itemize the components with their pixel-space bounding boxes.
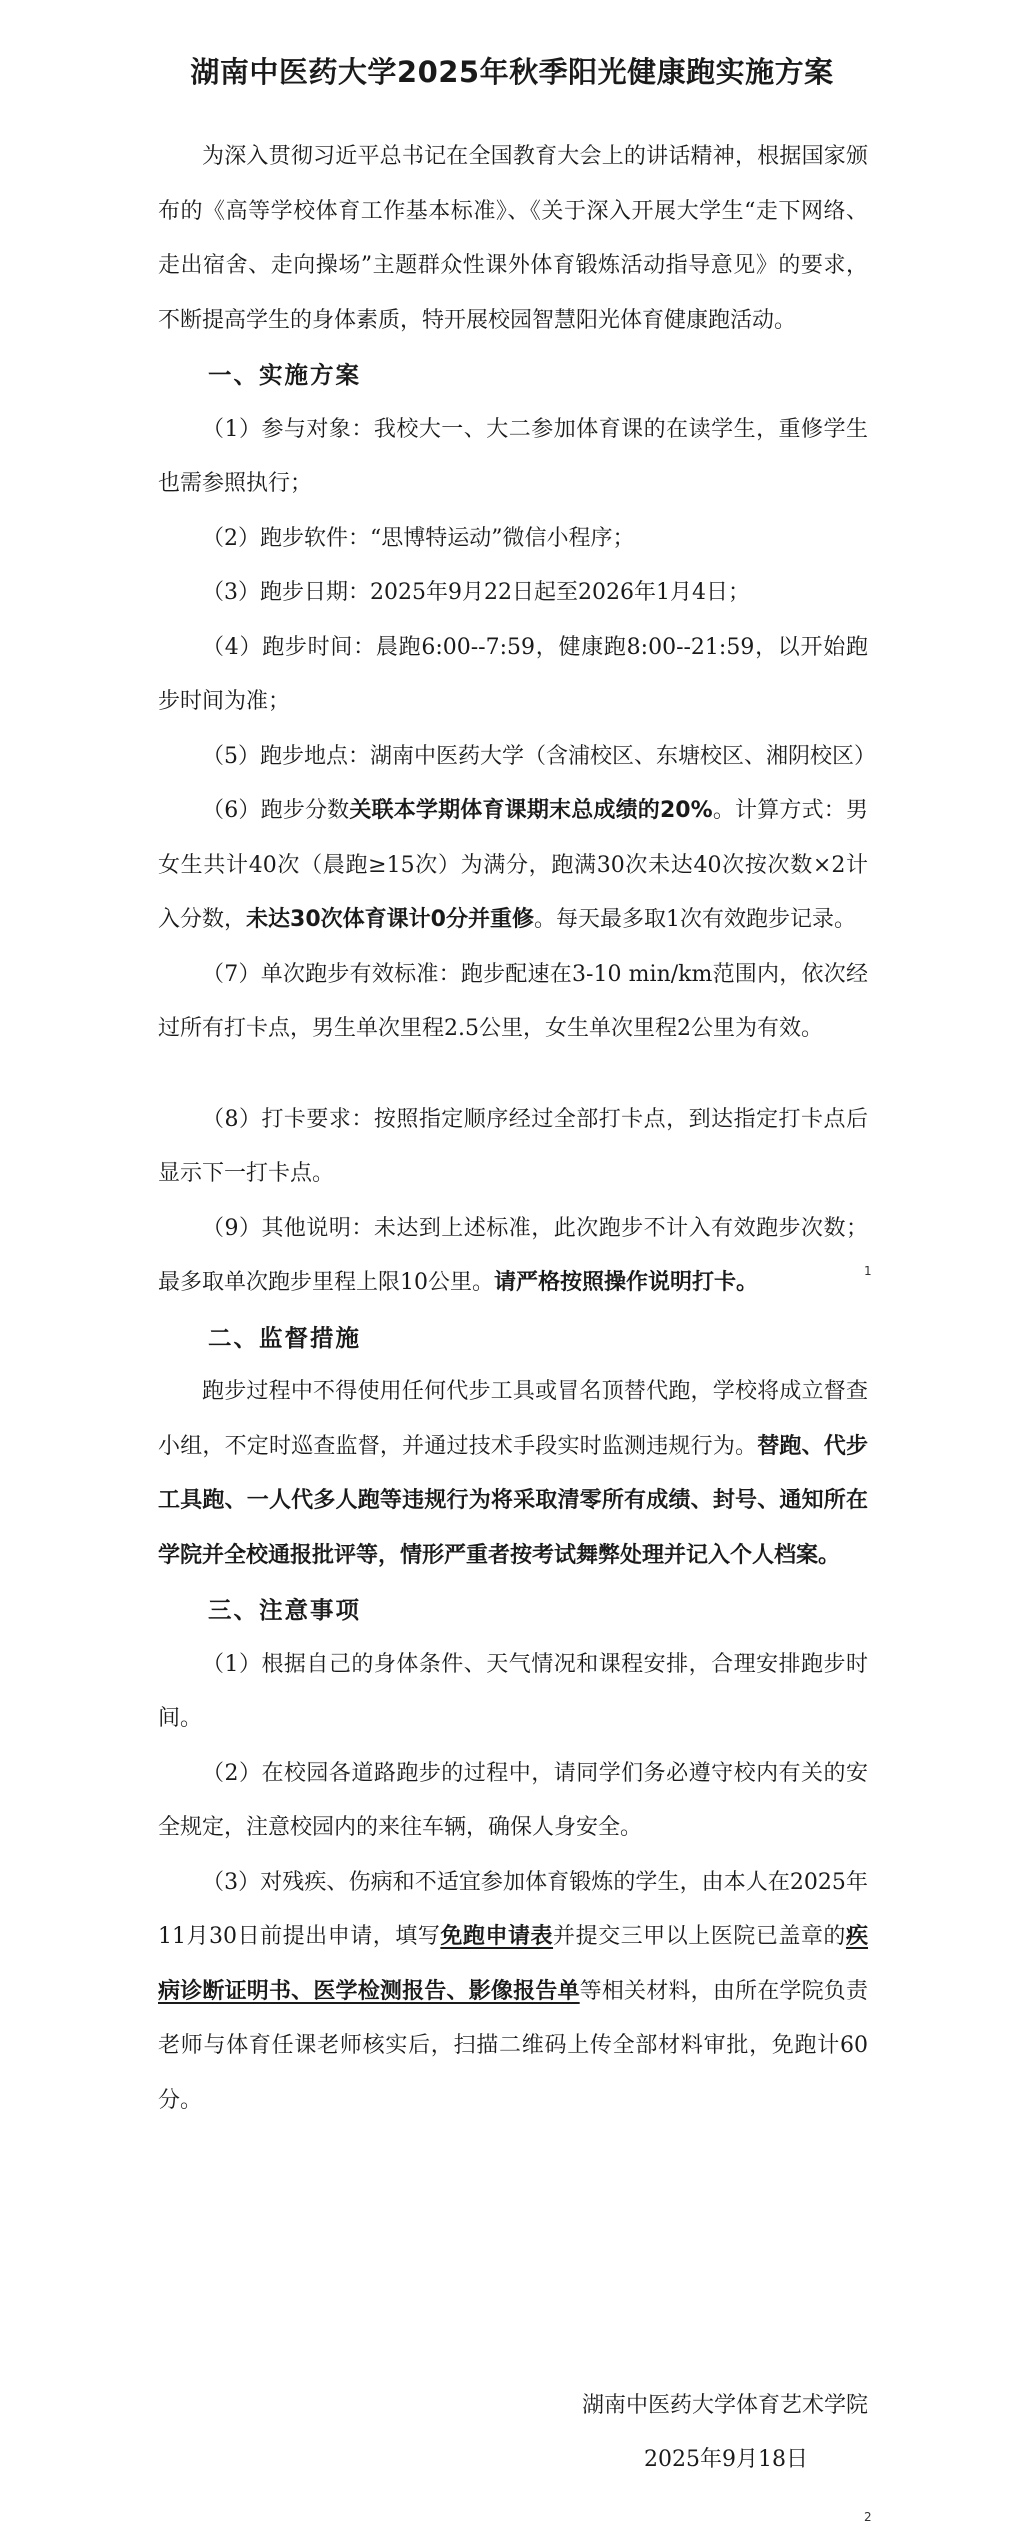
section3-item1: （1）根据自己的身体条件、天气情况和课程安排，合理安排跑步时间。 xyxy=(158,1651,868,1731)
document-body xyxy=(158,130,876,2128)
item9-text-a: （9）其他说明：未达到上述标准，此次跑步不计入有效跑步次数；最多取单次跑步里程上限10公里。 xyxy=(158,1215,868,1295)
item6-text-a: （6）跑步分数 xyxy=(202,798,350,823)
section1-item2: （2）跑步软件：“思博特运动”微信小程序； xyxy=(202,525,635,551)
section3-item3-text-c: 并提交三甲以上医院已盖章的 xyxy=(553,1924,846,1949)
page-number-2: 2 xyxy=(864,2510,872,2524)
exemption-form-link: 免跑申请表 xyxy=(440,1924,554,1949)
section3-item2: （2）在校园各道路跑步的过程中，请同学们务必遵守校内有关的安全规定，注意校园内的来往车辆，确保人身安全。 xyxy=(158,1760,868,1840)
section2-heading: 二、监督措施 xyxy=(208,1323,361,1352)
item6-text-e: 。每天最多取1次有效跑步记录。 xyxy=(533,907,856,932)
section3-item3-text-a: （3）对残疾、伤病和不适宜参加体育锻炼的学生，由本人在2025年11月30日前提出申请，填写 xyxy=(158,1869,868,1949)
item6-bold-fail: 未达30次体育课计0分并重修 xyxy=(246,907,534,932)
section1-item7: （7）单次跑步有效标准：跑步配速在3-10 min/km范围内，依次经过所有打卡点，男生单次里程2.5公里，女生单次里程2公里为有效。 xyxy=(158,961,868,1041)
page-break xyxy=(158,1057,868,1093)
section2-bold: 替跑、代步工具跑、一人代多人跑等违规行为将采取清零所有成绩、封号、通知所在学院并全校通报批评等，情形严重者按考试舞弊处理并记入个人档案。 xyxy=(158,1433,868,1568)
section2-paragraph xyxy=(158,1365,868,1583)
section2-text-a: 跑步过程中不得使用任何代步工具或冒名顶替代跑，学校将成立督查小组，不定时巡查监督，并通过技术手段实时监测违规行为。 xyxy=(158,1379,868,1459)
section1-item8: （8）打卡要求：按照指定顺序经过全部打卡点，到达指定打卡点后显示下一打卡点。 xyxy=(158,1106,868,1186)
signature-org: 湖南中医药大学体育艺术学院 xyxy=(581,2393,868,2418)
section1-item6 xyxy=(158,784,868,948)
section1-heading: 一、实施方案 xyxy=(208,361,361,389)
section1-item4: （4）跑步时间：晨跑6:00--7:59，健康跑8:00--21:59，以开始跑步时间为准； xyxy=(158,634,868,714)
section3-item3 xyxy=(158,1856,868,2129)
medical-documents: 疾病诊断证明书、医学检测报告、影像报告单 xyxy=(158,1924,868,2004)
section1-item1: （1）参与对象：我校大一、大二参加体育课的在读学生，重修学生也需参照执行； xyxy=(158,416,868,496)
intro-paragraph: 为深入贯彻习近平总书记在全国教育大会上的讲话精神，根据国家颁布的《高等学校体育工作基本标准》、《关于深入开展大学生“走下网络、走出宿舍、走向操场”主题群众性课外体育锻炼活动指导意见》的要求，不断提高学生的身体素质，特开展校园智慧阳光体育健康跑活动。 xyxy=(158,144,868,333)
item6-text-c: 。计算方式：男女生共计40次（晨跑≥15次）为满分，跑满30次未达40次按次数×2计入分数， xyxy=(158,798,868,932)
section1-item3: （3）跑步日期：2025年9月22日起至2026年1月4日； xyxy=(202,580,750,605)
section1-item5: （5）跑步地点：湖南中医药大学（含浦校区、东塘校区、湘阴校区） xyxy=(202,743,876,769)
document-title: 湖南中医药大学2025年秋季阳光健康跑实施方案 xyxy=(190,55,834,89)
item6-bold-weight: 关联本学期体育课期末总成绩的20% xyxy=(349,798,713,823)
page-number-1: 1 xyxy=(864,1264,872,1278)
section3-item3-text-e: 等相关材料，由所在学院负责老师与体育任课老师核实后，扫描二维码上传全部材料审批，免跑计60分。 xyxy=(158,1978,868,2113)
section1-item9 xyxy=(158,1202,868,1311)
item9-bold: 请严格按照操作说明打卡。 xyxy=(494,1270,759,1295)
section3-heading: 三、注意事项 xyxy=(208,1596,361,1624)
signature-date: 2025年9月18日 xyxy=(644,2447,808,2472)
